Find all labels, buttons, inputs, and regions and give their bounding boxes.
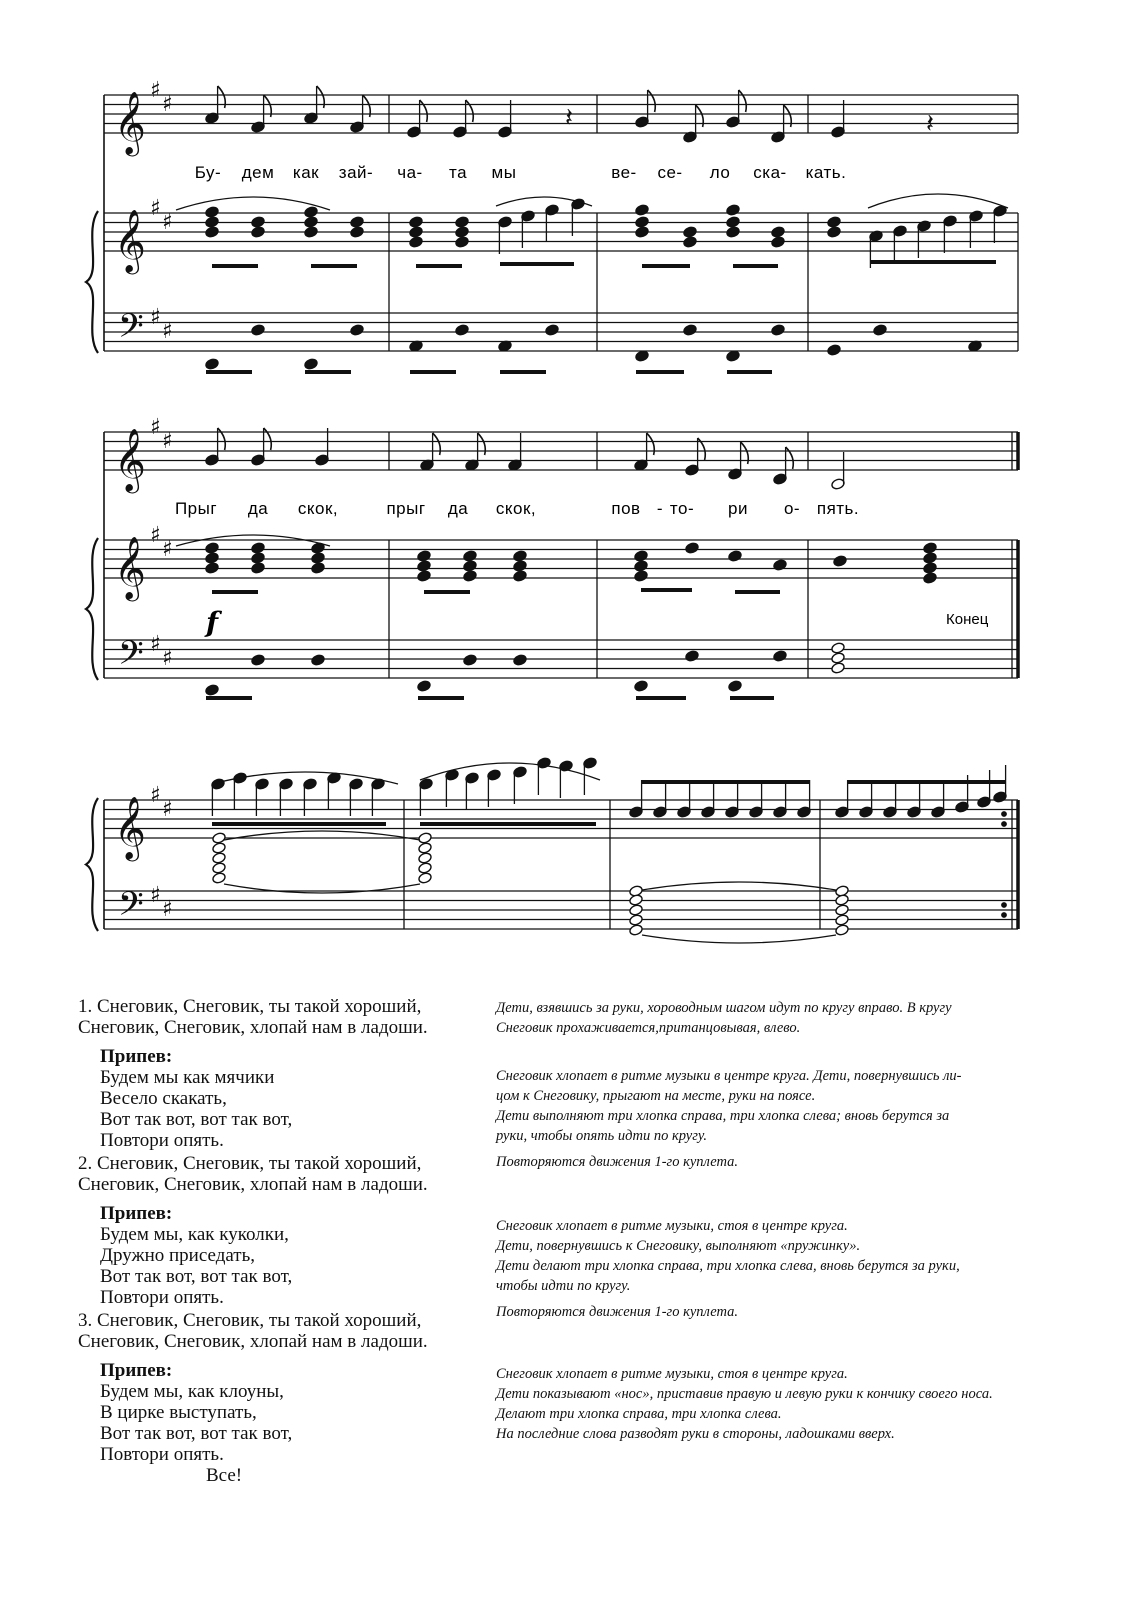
note-head (683, 236, 698, 249)
note-head (417, 680, 432, 693)
sharp-sign: ♯ (150, 783, 161, 808)
end-label: Конец (946, 611, 989, 628)
direction-line: Снеговик прохаживается,пританцовывая, влево. (496, 1020, 801, 1036)
note-flag (786, 447, 794, 469)
note-head (304, 206, 319, 219)
note-head (513, 570, 528, 583)
note-flag (433, 433, 441, 455)
direction-line: Повторяются движения 1-го куплета. (496, 1154, 738, 1170)
direction-line: цом к Снеговику, прыгают на месте, руки на поясе. (496, 1088, 816, 1104)
repeat-dot (1002, 822, 1007, 827)
sharp-sign: ♯ (162, 319, 173, 344)
direction-line: На последние слова разводят руки в стороны, ладошками вверх. (496, 1426, 895, 1442)
note-head (831, 652, 846, 665)
note-head (311, 562, 326, 575)
note-head (773, 650, 788, 663)
lyric-syllable: о- (783, 499, 801, 518)
sharp-sign: ♯ (162, 429, 173, 454)
note-head (251, 324, 266, 337)
note-head (635, 204, 650, 217)
note-head (205, 552, 220, 565)
direction-line: Снеговик хлопает в ритме музыки, стоя в центре круга. (496, 1218, 848, 1234)
note-head (350, 216, 365, 229)
verse-line: Снеговик, Снеговик, хлопай нам в ладоши. (78, 1331, 428, 1352)
chorus-line: Весело скакать, (100, 1088, 227, 1109)
note-head (726, 216, 741, 229)
note-head (212, 872, 227, 885)
note-head (463, 550, 478, 563)
brace (86, 798, 98, 931)
chorus-line: В цирке выступать, (100, 1402, 257, 1423)
verse-line: Снеговик, Снеговик, хлопай нам в ладоши. (78, 1174, 428, 1195)
lyric-syllable: зай- (338, 163, 374, 182)
note-head (455, 236, 470, 249)
sharp-sign: ♯ (150, 883, 161, 908)
lyric-syllable: ве- (611, 163, 637, 182)
rest: 𝄽 (565, 103, 573, 133)
chorus-line: Повтори опять. (100, 1130, 224, 1151)
treble-clef: 𝄞 (114, 428, 146, 491)
tie (642, 935, 836, 943)
note-head (685, 650, 700, 663)
piano-left-staff (104, 640, 1018, 678)
tie (642, 882, 836, 890)
note-head (251, 552, 266, 565)
note-head (827, 226, 842, 239)
verse-1 (78, 996, 498, 1151)
note-head (350, 226, 365, 239)
note-flag (478, 433, 486, 455)
note-head (418, 872, 433, 885)
note-head (771, 236, 786, 249)
note-head (771, 324, 786, 337)
note-flag (264, 428, 272, 450)
note-head (304, 358, 319, 371)
treble-clef: 𝄞 (114, 796, 146, 859)
note-head (205, 562, 220, 575)
note-head (728, 680, 743, 693)
lyric-syllable: ло (709, 163, 731, 182)
note-head (634, 680, 649, 693)
note-head (683, 226, 698, 239)
note-head (835, 924, 850, 937)
note-head (833, 555, 848, 568)
bass-clef: 𝄢 (118, 634, 144, 681)
note-flag (739, 90, 747, 112)
direction-line: Дети, взявшись за руки, хороводным шагом идут по кругу вправо. В кругу (496, 1000, 952, 1016)
bass-clef: 𝄢 (118, 885, 144, 932)
note-head (417, 570, 432, 583)
note-head (726, 226, 741, 239)
note-head (513, 550, 528, 563)
treble-clef: 𝄞 (114, 536, 146, 599)
piano-right-staff (104, 800, 1018, 838)
lyric-syllable: Прыг (174, 499, 218, 518)
lyric-syllable: се- (657, 163, 683, 182)
note-head (923, 562, 938, 575)
chorus-title: Припев: (100, 1046, 173, 1067)
note-head (634, 560, 649, 573)
note-head (923, 552, 938, 565)
note-head (251, 226, 266, 239)
note-head (205, 358, 220, 371)
direction-line: Снеговик хлопает в ритме музыки, стоя в центре круга. (496, 1366, 848, 1382)
chorus-title: Припев: (100, 1360, 173, 1381)
lyric-syllable: да (247, 499, 269, 518)
chorus-line: Повтори опять. (100, 1287, 224, 1308)
lyric-syllable: кать. (805, 163, 847, 182)
note-head (831, 642, 846, 655)
chorus-line: Вот так вот, вот так вот, (100, 1109, 293, 1130)
note-head (251, 216, 266, 229)
note-head (635, 216, 650, 229)
note-flag (466, 100, 474, 122)
chorus-line: Вот так вот, вот так вот, (100, 1423, 293, 1444)
note-head (205, 206, 220, 219)
piano-left-staff (104, 891, 1018, 929)
sharp-sign: ♯ (162, 897, 173, 922)
note-head (923, 572, 938, 585)
note-head (831, 662, 846, 675)
dynamic-forte: f (206, 606, 219, 639)
lyric-syllable: пять. (816, 499, 860, 518)
note-head (311, 654, 326, 667)
lyric-syllable: да (447, 499, 469, 518)
lyric-syllable: как (292, 163, 320, 182)
sharp-sign: ♯ (162, 797, 173, 822)
note-head (418, 842, 433, 855)
direction-line: Дети показывают «нос», приставив правую и левую руки к кончику своего носа. (496, 1386, 993, 1402)
lyric-syllable: Бу- (194, 163, 222, 182)
note-head (311, 552, 326, 565)
sharp-sign: ♯ (150, 78, 161, 103)
note-head (251, 542, 266, 555)
slur (176, 197, 330, 210)
note-head (545, 324, 560, 337)
sharp-sign: ♯ (162, 537, 173, 562)
lyric-syllable: скок, (297, 499, 339, 518)
note-head (409, 236, 424, 249)
verse-2 (78, 1153, 498, 1308)
note-head (513, 654, 528, 667)
note-head (463, 560, 478, 573)
note-head (455, 324, 470, 337)
lyric-syllable: прыг (386, 499, 426, 518)
treble-clef: 𝄞 (114, 209, 146, 272)
note-head (304, 226, 319, 239)
sharp-sign: ♯ (150, 415, 161, 440)
note-head (835, 904, 850, 917)
verse-line: Снеговик, Снеговик, хлопай нам в ладоши. (78, 1017, 428, 1038)
note-head (835, 894, 850, 907)
note-flag (647, 433, 655, 455)
lyric-syllable: скок, (495, 499, 537, 518)
note-head (629, 904, 644, 917)
direction-line: Дети делают три хлопка справа, три хлопка слева, вновь берутся за руки, (496, 1258, 960, 1274)
repeat-dot (1002, 812, 1007, 817)
rest: 𝄽 (926, 109, 934, 139)
sharp-sign: ♯ (150, 632, 161, 657)
note-head (212, 862, 227, 875)
chorus-line: Дружно приседать, (100, 1245, 256, 1266)
direction-line: Дети, повернувшись к Снеговику, выполняют «пружинку». (496, 1238, 861, 1254)
ending-line: Все! (206, 1465, 243, 1486)
lyric-syllable: мы (491, 163, 517, 182)
lyric-syllable: та (448, 163, 468, 182)
vocal-staff (104, 95, 1018, 133)
verse-line: 2. Снеговик, Снеговик, ты такой хороший, (78, 1153, 422, 1174)
note-head (418, 862, 433, 875)
lyric-syllable: дем (241, 163, 275, 182)
tie (224, 831, 420, 840)
note-head (251, 562, 266, 575)
note-head (455, 216, 470, 229)
note-head (212, 842, 227, 855)
vocal-staff (104, 432, 1018, 470)
note-head (773, 559, 788, 572)
note-head (212, 852, 227, 865)
lyric-syllable: - (656, 499, 664, 518)
note-head (417, 550, 432, 563)
direction-line: Делают три хлопка справа, три хлопка слева. (496, 1406, 782, 1422)
direction-line: Снеговик хлопает в ритме музыки в центре круга. Дети, повернувшись ли- (496, 1068, 962, 1084)
note-head (771, 226, 786, 239)
note-head (827, 344, 842, 357)
direction-line: чтобы идти по кругу. (496, 1278, 631, 1294)
verse-3 (78, 1310, 498, 1486)
direction-line: Повторяются движения 1-го куплета. (496, 1304, 738, 1320)
note-head (513, 560, 528, 573)
note-flag (218, 428, 226, 450)
sharp-sign: ♯ (150, 196, 161, 221)
brace (86, 538, 98, 680)
note-head (418, 832, 433, 845)
chorus-line: Будем мы, как клоуны, (100, 1381, 284, 1402)
treble-clef: 𝄞 (114, 91, 146, 154)
sharp-sign: ♯ (150, 523, 161, 548)
note-head (455, 226, 470, 239)
note-head (205, 684, 220, 697)
note-head (923, 542, 938, 555)
note-flag (648, 90, 656, 112)
note-head (873, 324, 888, 337)
note-head (629, 914, 644, 927)
note-head (409, 216, 424, 229)
chorus-line: Вот так вот, вот так вот, (100, 1266, 293, 1287)
direction-line: Дети выполняют три хлопка справа, три хлопка слева; вновь берутся за (496, 1108, 950, 1124)
note-head (827, 216, 842, 229)
note-head (685, 542, 700, 555)
brace (86, 211, 98, 353)
bass-clef: 𝄢 (118, 307, 144, 354)
chorus-line: Будем мы как мячики (100, 1067, 275, 1088)
note-head (683, 324, 698, 337)
slur (868, 194, 1008, 208)
lyric-syllable: пов (611, 499, 641, 518)
note-head (629, 924, 644, 937)
verse-line: 1. Снеговик, Снеговик, ты такой хороший, (78, 996, 422, 1017)
note-head (417, 560, 432, 573)
sharp-sign: ♯ (162, 92, 173, 117)
note-head (835, 914, 850, 927)
note-head (418, 852, 433, 865)
direction-line: руки, чтобы опять идти по кругу. (496, 1128, 708, 1144)
sharp-sign: ♯ (162, 210, 173, 235)
lyric-syllable: ри (728, 499, 748, 518)
note-head (629, 894, 644, 907)
note-head (634, 570, 649, 583)
chorus-line: Будем мы, как куколки, (100, 1224, 289, 1245)
chorus-title: Припев: (100, 1203, 173, 1224)
sharp-sign: ♯ (162, 646, 173, 671)
verse-line: 3. Снеговик, Снеговик, ты такой хороший, (78, 1310, 422, 1331)
chorus-line: Повтори опять. (100, 1444, 224, 1465)
lyric-syllable: то- (669, 499, 695, 518)
tie (224, 884, 420, 893)
note-head (634, 550, 649, 563)
note-head (205, 216, 220, 229)
note-head (212, 832, 227, 845)
note-head (205, 226, 220, 239)
repeat-dot (1002, 903, 1007, 908)
sharp-sign: ♯ (150, 305, 161, 330)
note-head (205, 542, 220, 555)
lyric-syllable: ска- (753, 163, 787, 182)
note-head (728, 550, 743, 563)
repeat-dot (1002, 913, 1007, 918)
note-head (304, 216, 319, 229)
lyric-syllable: ча- (397, 163, 423, 182)
note-head (635, 226, 650, 239)
piano-right-staff (104, 540, 1018, 578)
note-head (726, 204, 741, 217)
verses-column (78, 996, 498, 1486)
note-head (409, 226, 424, 239)
note-head (463, 570, 478, 583)
note-flag (420, 100, 428, 122)
note-head (463, 654, 478, 667)
note-head (251, 654, 266, 667)
note-head (350, 324, 365, 337)
